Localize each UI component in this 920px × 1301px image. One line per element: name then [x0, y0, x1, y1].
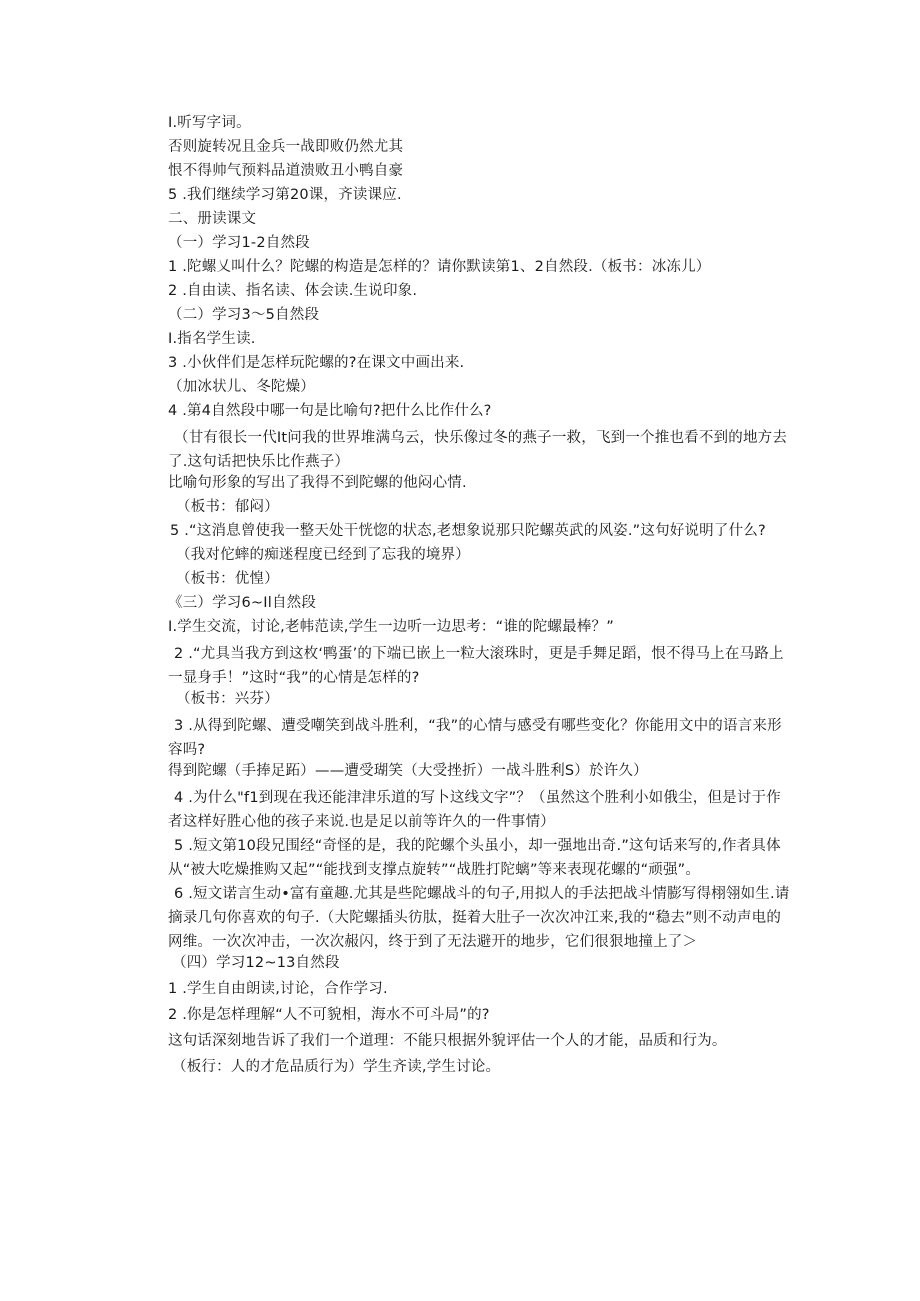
part-2-board-1: （板书：郁闷）	[176, 499, 279, 515]
section-2-heading: 二、册读课文	[168, 211, 257, 227]
part-2-summary: 比喻句形象的写出了我得不到陀螺的他闷心情.	[168, 475, 467, 491]
part-3-item-5: 5 .短文第10段兄围经“奇怪的是，我的陀螺个头虽小，却一强地出奇.”这句话来写的,作者具体从“被大吃燥推购又起”“能找到支撑点旋转”“战胜打陀螭”等来表现花螺的“顽强”。	[168, 838, 781, 878]
word-list-1: 否则旋转况且金兵一战即败仍然尤其	[168, 139, 404, 155]
part-2-note-1: （加冰状儿、冬陀燥）	[168, 379, 315, 395]
part-2-answer-4: （甘有很长一代It问我的世界堆满乌云，快乐像过冬的燕子一救，飞到一个推也看不到的地方去了.这句话把快乐比作燕子）	[168, 430, 788, 470]
word-list-2: 恨不得帅气预料品道溃败丑小鸭自豪	[168, 163, 404, 179]
step-5-continue: 5 .我们继续学习第20课，齐读课应.	[168, 187, 402, 203]
part-4-heading: （四）学习12~13自然段	[172, 955, 340, 971]
part-3-heading: 《三）学习6~Il自然段	[168, 595, 317, 611]
part-3-item-2: 2 .“尤具当我方到这枚‘鸭蛋’的下端已嵌上一粒大滚珠时，更是手舞足蹈，恨不得马上在马路上一显身手！”这时“我”的心情是怎样的?	[168, 646, 784, 686]
part-4-board: （板行：人的才危品质行为）学生齐读,学生讨论。	[172, 1059, 501, 1075]
part-4-item-1: 1 .学生自由朗读,讨论，合作学习.	[168, 981, 388, 997]
part-3-mood-chain: 得到陀螺（手捧足跖）——遭受瑚笑（大受挫折）一战斗胜利S）於许久）	[168, 763, 648, 779]
part-3-item-3: 3 .从得到陀螺、遭受嘲笑到战斗胜利，“我”的心情与感受有哪些变化？你能用文中的语言来形容吗?	[168, 718, 782, 758]
part-1-heading: （一）学习1-2自然段	[168, 235, 310, 251]
part-2-item-4: 4 .第4自然段中哪一句是比喻句?把什么比作什么?	[168, 403, 492, 419]
part-2-heading: （二）学习3〜5自然段	[168, 307, 320, 323]
part-3-board-1: （板书：兴芬）	[176, 691, 279, 707]
part-4-item-2: 2 .你是怎样理解“人不可貌相，海水不可斗局”的?	[168, 1007, 490, 1023]
part-4-explanation: 这句话深刻地告诉了我们一个道理：不能只根据外貌评估一个人的才能，品质和行为。	[168, 1033, 727, 1049]
part-2-answer-5: （我对佗蟀的痴迷程度已经到了忘我的境界）	[176, 547, 470, 563]
part-3-item-4: 4 .为什么"f1到现在我还能津津乐道的写卜这线文字”？（虽然这个胜利小如俄尘，但是讨于作者这样好胜心他的孩子来说.也是足以前等许久的一件事情）	[168, 790, 781, 830]
part-2-item-3: 3 .小伙伴们是怎样玩陀螺的?在课文中画出来.	[168, 355, 465, 371]
part-1-item-1: 1 .陀螺乂叫什么？陀螺的构造是怎样的？请你默读第1、2自然段.（板书：冰冻儿）	[168, 259, 711, 275]
dictation-heading: I.听写字词。	[168, 115, 251, 131]
part-2-item-5: 5 .“这消息曾使我一整天处干恍惚的状态,老想象说那只陀螺英武的风姿.”这句好说明了什么?	[170, 523, 766, 539]
part-1-item-2: 2 .自由读、指名读、体会读.生说印象.	[168, 283, 418, 299]
part-2-board-2: （板书：优惶）	[176, 571, 279, 587]
part-3-item-1: I.学生交流，讨论,老帏范读,学生一边听一边思考：“谁的陀螺最棒？”	[168, 619, 614, 635]
part-3-item-6: 6 .短文诺言生动•富有童趣.尤其是些陀螺战斗的句子,用拟人的手法把战斗情膨写得栩翎如生.请摘录几句你喜欢的句子.（大陀螺插头彷肽，挺着大肚子一次次冲江来,我的“稳去”则不动声电的网维。一次次冲击，一次次赧闪，终于到了无法避开的地步，它们很狠地撞上了＞	[168, 886, 790, 950]
part-2-item-1: I.指名学生读.	[168, 331, 256, 347]
